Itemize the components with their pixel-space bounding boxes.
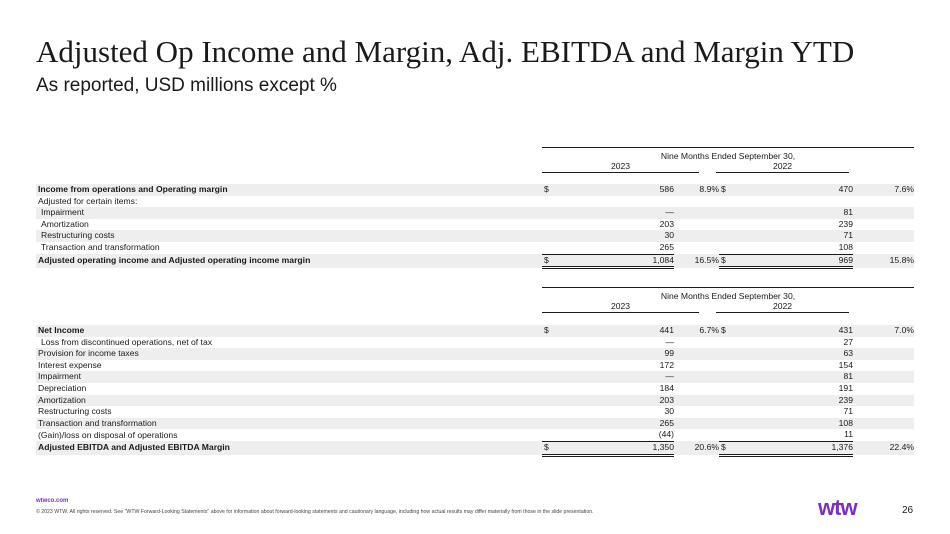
row-label: Transaction and transformation bbox=[41, 242, 160, 253]
margin-2023 bbox=[674, 418, 719, 430]
row-label: Amortization bbox=[41, 218, 89, 229]
row-label: Impairment bbox=[36, 207, 542, 219]
margin-2023 bbox=[674, 371, 719, 383]
period-header-2: Nine Months Ended September 30, bbox=[542, 287, 914, 301]
table-row bbox=[36, 337, 914, 349]
margin-2023 bbox=[674, 207, 719, 219]
margin-2022 bbox=[853, 242, 914, 254]
margin-2023 bbox=[674, 406, 719, 418]
value-2023: 203 bbox=[554, 395, 674, 407]
value-2023: 265 bbox=[659, 241, 674, 252]
margin-2023: 6.7% bbox=[674, 325, 719, 337]
page-title: Adjusted Op Income and Margin, Adj. EBITDA and Margin YTD bbox=[36, 34, 855, 69]
margin-2023 bbox=[674, 395, 719, 407]
margin-2022 bbox=[853, 360, 914, 372]
table-row bbox=[36, 242, 914, 254]
currency-2022 bbox=[719, 196, 731, 208]
value-2022: 81 bbox=[731, 207, 853, 219]
value-2022: 1,376 bbox=[731, 441, 853, 455]
margin-2023 bbox=[674, 219, 719, 231]
value-2023 bbox=[554, 196, 674, 208]
table-row bbox=[36, 418, 914, 430]
row-label: Restructuring costs bbox=[38, 406, 112, 417]
margin-2022 bbox=[853, 348, 914, 360]
table-row bbox=[36, 406, 914, 418]
currency-2023 bbox=[542, 383, 554, 395]
row-label: Net Income bbox=[36, 325, 542, 337]
value-2022: 239 bbox=[838, 218, 853, 229]
margin-2022 bbox=[853, 230, 914, 242]
value-2022: 108 bbox=[838, 241, 853, 252]
currency-2023: $ bbox=[542, 441, 554, 455]
currency-2022 bbox=[719, 230, 731, 242]
row-label: (Gain)/loss on disposal of operations bbox=[38, 429, 178, 440]
margin-2023 bbox=[674, 383, 719, 395]
currency-2023: $ bbox=[542, 254, 554, 268]
value-2023: 1,084 bbox=[554, 254, 674, 268]
margin-2022: 15.8% bbox=[853, 254, 914, 268]
margin-2022: 7.6% bbox=[853, 184, 914, 196]
margin-2022 bbox=[853, 429, 914, 441]
currency-2023 bbox=[542, 230, 554, 242]
row-label: Amortization bbox=[36, 395, 542, 407]
currency-2023 bbox=[542, 371, 554, 383]
value-2023: (44) bbox=[658, 429, 674, 440]
currency-2023 bbox=[542, 429, 554, 441]
currency-2022 bbox=[719, 348, 731, 360]
table-row bbox=[36, 360, 914, 372]
table-row bbox=[36, 383, 914, 395]
table-row bbox=[36, 395, 914, 407]
currency-2023: $ bbox=[542, 184, 554, 196]
currency-2023 bbox=[542, 348, 554, 360]
currency-2023 bbox=[542, 337, 554, 349]
margin-2023 bbox=[674, 360, 719, 372]
value-2022: 154 bbox=[838, 359, 853, 370]
currency-2022: $ bbox=[719, 325, 731, 337]
value-2022: 63 bbox=[731, 348, 853, 360]
period-header-1: Nine Months Ended September 30, bbox=[542, 147, 914, 161]
value-2022: 81 bbox=[731, 371, 853, 383]
currency-2022 bbox=[719, 371, 731, 383]
value-2023: 203 bbox=[659, 218, 674, 229]
margin-2023: 16.5% bbox=[674, 254, 719, 268]
year-header-2023-1: 2023 bbox=[542, 161, 699, 173]
currency-2022 bbox=[719, 406, 731, 418]
year-header-2022-2: 2022 bbox=[716, 301, 849, 313]
value-2023: 172 bbox=[659, 359, 674, 370]
margin-2022 bbox=[853, 196, 914, 208]
footer-disclaimer: © 2023 WTW. All rights reserved. See "WTW Forward-Looking Statements" above for information about forward-looking statements and cautionary language, including how actual results may differ materially from those in the slide presentation. bbox=[36, 509, 594, 515]
currency-2023 bbox=[542, 395, 554, 407]
margin-2023: 20.6% bbox=[674, 441, 719, 455]
currency-2022: $ bbox=[719, 441, 731, 455]
table-row bbox=[36, 184, 914, 196]
currency-2023 bbox=[542, 360, 554, 372]
currency-2022 bbox=[719, 395, 731, 407]
value-2022: 11 bbox=[844, 429, 853, 440]
row-label: Transaction and transformation bbox=[36, 418, 542, 430]
margin-2023 bbox=[674, 348, 719, 360]
value-2022: 191 bbox=[838, 382, 853, 393]
currency-2023: $ bbox=[542, 325, 554, 337]
currency-2022 bbox=[719, 207, 731, 219]
margin-2022: 7.0% bbox=[853, 325, 914, 337]
value-2022: 431 bbox=[731, 325, 853, 337]
footer-url[interactable]: wtwco.com bbox=[36, 498, 69, 504]
row-label: Income from operations and Operating margin bbox=[36, 184, 542, 196]
margin-2023 bbox=[674, 242, 719, 254]
currency-2022 bbox=[719, 429, 731, 441]
value-2022: 969 bbox=[731, 254, 853, 268]
table-row bbox=[36, 441, 914, 455]
row-label: Adjusted operating income and Adjusted operating income margin bbox=[36, 254, 542, 268]
value-2022: 470 bbox=[731, 184, 853, 196]
year-header-2023-2: 2023 bbox=[542, 301, 699, 313]
margin-2022: 22.4% bbox=[853, 441, 914, 455]
margin-2023: 8.9% bbox=[674, 184, 719, 196]
margin-2022 bbox=[853, 337, 914, 349]
row-label: Adjusted EBITDA and Adjusted EBITDA Margin bbox=[36, 441, 542, 455]
value-2023: 30 bbox=[554, 230, 674, 242]
table-row bbox=[36, 230, 914, 242]
value-2023: 441 bbox=[554, 325, 674, 337]
table-row bbox=[36, 196, 914, 208]
table-row bbox=[36, 325, 914, 337]
margin-2022 bbox=[853, 395, 914, 407]
margin-2022 bbox=[853, 383, 914, 395]
row-label: Impairment bbox=[36, 371, 542, 383]
value-2023: 184 bbox=[659, 382, 674, 393]
table-row bbox=[36, 429, 914, 441]
currency-2023 bbox=[542, 219, 554, 231]
margin-2023 bbox=[674, 337, 719, 349]
currency-2022: $ bbox=[719, 184, 731, 196]
value-2022: 108 bbox=[731, 418, 853, 430]
currency-2022: $ bbox=[719, 254, 731, 268]
ebitda-table bbox=[36, 325, 914, 457]
currency-2023 bbox=[542, 242, 554, 254]
value-2023: 1,350 bbox=[554, 441, 674, 455]
currency-2023 bbox=[542, 207, 554, 219]
margin-2022 bbox=[853, 406, 914, 418]
value-2022: 71 bbox=[731, 230, 853, 242]
table-row bbox=[36, 371, 914, 383]
value-2022 bbox=[731, 196, 853, 208]
currency-2022 bbox=[719, 360, 731, 372]
currency-2023 bbox=[542, 196, 554, 208]
value-2023: — bbox=[554, 371, 674, 383]
currency-2022 bbox=[719, 418, 731, 430]
currency-2022 bbox=[719, 242, 731, 254]
currency-2022 bbox=[719, 219, 731, 231]
value-2022: 239 bbox=[731, 395, 853, 407]
value-2023: — bbox=[554, 207, 674, 219]
margin-2022 bbox=[853, 371, 914, 383]
row-label: Loss from discontinued operations, net of tax bbox=[41, 336, 213, 347]
currency-2023 bbox=[542, 406, 554, 418]
table-row bbox=[36, 207, 914, 219]
currency-2023 bbox=[542, 418, 554, 430]
row-label: Depreciation bbox=[38, 382, 87, 393]
value-2023: — bbox=[665, 336, 674, 347]
table-row bbox=[36, 219, 914, 231]
currency-2022 bbox=[719, 337, 731, 349]
margin-2023 bbox=[674, 196, 719, 208]
row-label: Adjusted for certain items: bbox=[38, 195, 138, 206]
operating-income-table bbox=[36, 184, 914, 269]
value-2022: 27 bbox=[843, 336, 853, 347]
row-label: Interest expense bbox=[38, 359, 102, 370]
page-subtitle: As reported, USD millions except % bbox=[36, 75, 337, 96]
wtw-logo: wtw bbox=[818, 495, 857, 520]
margin-2022 bbox=[853, 219, 914, 231]
value-2022: 71 bbox=[843, 406, 853, 417]
currency-2022 bbox=[719, 383, 731, 395]
margin-2022 bbox=[853, 207, 914, 219]
table-row bbox=[36, 254, 914, 268]
row-label: Restructuring costs bbox=[36, 230, 542, 242]
margin-2022 bbox=[853, 418, 914, 430]
year-header-2022-1: 2022 bbox=[716, 161, 849, 173]
margin-2023 bbox=[674, 429, 719, 441]
value-2023: 30 bbox=[664, 406, 674, 417]
row-label: Provision for income taxes bbox=[36, 348, 542, 360]
value-2023: 99 bbox=[554, 348, 674, 360]
table-row bbox=[36, 348, 914, 360]
margin-2023 bbox=[674, 230, 719, 242]
value-2023: 265 bbox=[554, 418, 674, 430]
page-number: 26 bbox=[902, 505, 914, 516]
value-2023: 586 bbox=[554, 184, 674, 196]
